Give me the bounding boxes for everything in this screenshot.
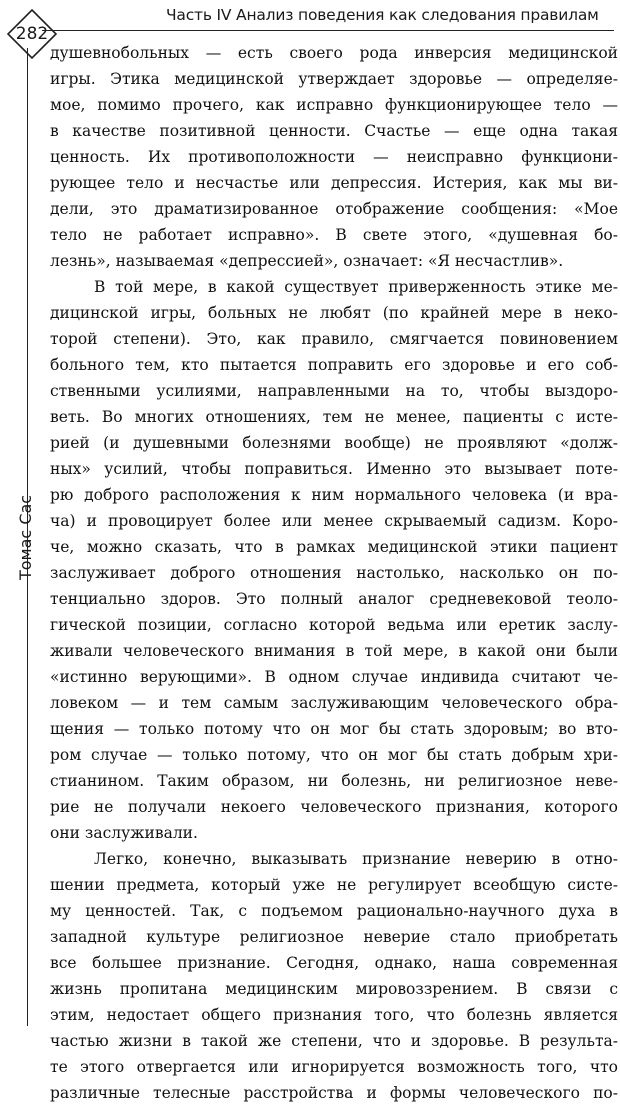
text-line: Легко, конечно, выказывать признание неверию в отно-	[94, 850, 618, 868]
text-line: все большее признание. Сегодня, однако, наша современная	[50, 954, 618, 972]
text-line: ром случае — только потому, что он мог бы стать добрым хри-	[50, 746, 618, 764]
text-line: они заслуживали.	[50, 824, 198, 842]
text-line: в качестве позитивной ценности. Счастье — еще одна такая	[50, 122, 618, 140]
text-line: заслуживает доброго отношения настолько, насколько он по-	[50, 564, 618, 582]
text-line: этим, недостает общего признания того, что болезнь является	[50, 1006, 618, 1024]
side-author: Томас Сас	[16, 494, 35, 580]
text-line: тело не работает исправно». В свете этого, «душевная бо-	[50, 226, 618, 244]
header-rule	[42, 30, 614, 31]
text-line: стианином. Таким образом, ни болезнь, ни религиозное неве-	[50, 772, 618, 790]
running-header: Часть IV Анализ поведения как следования правилам	[166, 6, 599, 24]
text-line: ча) и провоцирует более или менее скрываемый садизм. Коро-	[50, 512, 618, 530]
text-line: му ценностей. Так, с подъемом рационально-научного духа в	[50, 902, 618, 920]
text-line: живали человеческого внимания в той мере, в какой они были	[50, 642, 618, 660]
text-line: «истинно верующими». В одном случае индивида считают че-	[50, 668, 618, 686]
text-line: торой степени). Это, как правило, смягчается повиновением	[50, 330, 618, 348]
text-line: ственными усилиями, направленными на то, чтобы выздоро-	[50, 382, 618, 400]
text-line: рующее тело и несчастье или депрессия. Истерия, как мы ви-	[50, 174, 618, 192]
text-line: различные телесные расстройства и формы человеческого по-	[50, 1084, 618, 1102]
text-line: ных» усилий, чтобы поправиться. Именно это вызывает поте-	[50, 460, 618, 478]
body-text	[50, 40, 618, 1106]
text-line: ценность. Их противоположности — неисправно функциони-	[50, 148, 618, 166]
text-line: рией (и душевными болезнями вообще) не проявляют «долж-	[50, 434, 618, 452]
text-line: те этого отвергается или игнорируется возможность того, что	[50, 1058, 618, 1076]
text-line: ловеком — и тем самым заслуживающим человеческого обра-	[50, 694, 618, 712]
text-line: В той мере, в какой существует приверженность этике ме-	[94, 278, 618, 296]
text-line: дели, это драматизированное отображение сообщения: «Мое	[50, 200, 618, 218]
text-line: душевнобольных — есть своего рода инверсия медицинской	[50, 44, 618, 62]
text-line: дицинской игры, больных не любят (по крайней мере в неко-	[50, 304, 618, 322]
text-line: рю доброго расположения к ним нормального человека (и вра-	[50, 486, 618, 504]
text-line: веть. Во многих отношениях, тем не менее, пациенты с исте-	[50, 408, 618, 426]
text-line: игры. Этика медицинской утверждает здоровье — определяе-	[50, 70, 618, 88]
text-line: мое, помимо прочего, как исправно функционирующее тело —	[50, 96, 618, 114]
text-line: рие не получали некоего человеческого признания, которого	[50, 798, 618, 816]
text-line: больного тем, кто пытается поправить его здоровье и его соб-	[50, 356, 618, 374]
text-line: щения — только потому что он мог бы стать здоровым; во вто-	[50, 720, 618, 738]
text-line: западной культуре религиозное неверие стало приобретать	[50, 928, 618, 946]
text-line: гической позиции, согласно которой ведьма или еретик заслу-	[50, 616, 618, 634]
text-line: тенциально здоров. Это полный аналог средневековой теоло-	[50, 590, 618, 608]
page-number: 282	[15, 24, 49, 44]
text-line: частью жизни в такой же степени, что и здоровье. В результа-	[50, 1032, 618, 1050]
text-line: лезнь», называемая «депрессией», означает: «Я несчастлив».	[50, 252, 564, 270]
text-line: жизнь пропитана медицинским мировоззрением. В связи с	[50, 980, 618, 998]
text-line: че, можно сказать, что в рамках медицинской этики пациент	[50, 538, 618, 556]
text-line: шении предмета, который уже не регулирует всеобщую систе-	[50, 876, 618, 894]
